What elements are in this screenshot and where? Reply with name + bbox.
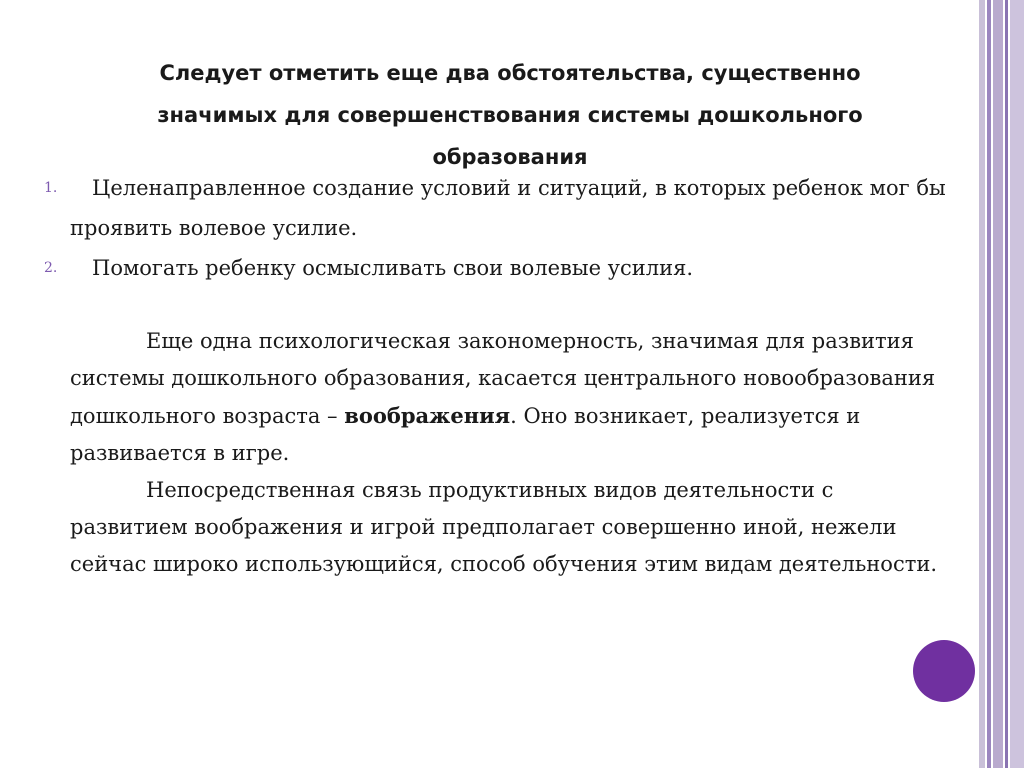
decorative-stripe — [1005, 0, 1008, 768]
list-item — [0, 248, 960, 288]
paragraph-text: Непосредственная связь продуктивных видов деятельности с развитием воображения и игрой предполагает совершенно иной, нежели сейчас широко использующийся, способ обучения этим видам деятельности. — [70, 478, 937, 576]
paragraph-imagination — [70, 323, 940, 472]
list-item-text: Целенаправленное создание условий и ситуаций, в которых ребенок мог бы проявить волевое усилие. — [70, 176, 946, 240]
heading-line-3: образования — [432, 145, 588, 169]
heading-line-1: Следует отметить еще два обстоятельства, существенно — [159, 61, 861, 85]
decorative-circle — [913, 640, 975, 702]
numbered-list — [0, 168, 960, 288]
list-item — [0, 168, 960, 248]
decorative-stripe — [987, 0, 991, 768]
slide-heading — [70, 52, 950, 178]
list-item-number: 1. — [44, 180, 58, 196]
decorative-stripe — [1010, 0, 1024, 768]
heading-line-2: значимых для совершенствования системы дошкольного — [157, 103, 863, 127]
paragraph-productive-activities — [70, 472, 940, 583]
decorative-stripe — [979, 0, 985, 768]
paragraph-text: . Оно возникает, реализуется и развивается в игре. — [70, 404, 861, 465]
list-item-number: 2. — [44, 260, 58, 276]
bold-term: воображения — [344, 403, 511, 428]
paragraph-text: Еще одна психологическая закономерность, значимая для развития системы дошкольного образования, касается центрального новообразования дошкольного возраста – — [70, 329, 936, 428]
body-text — [70, 323, 940, 583]
list-item-text: Помогать ребенку осмысливать свои волевые усилия. — [92, 256, 694, 280]
decorative-stripe — [993, 0, 1003, 768]
